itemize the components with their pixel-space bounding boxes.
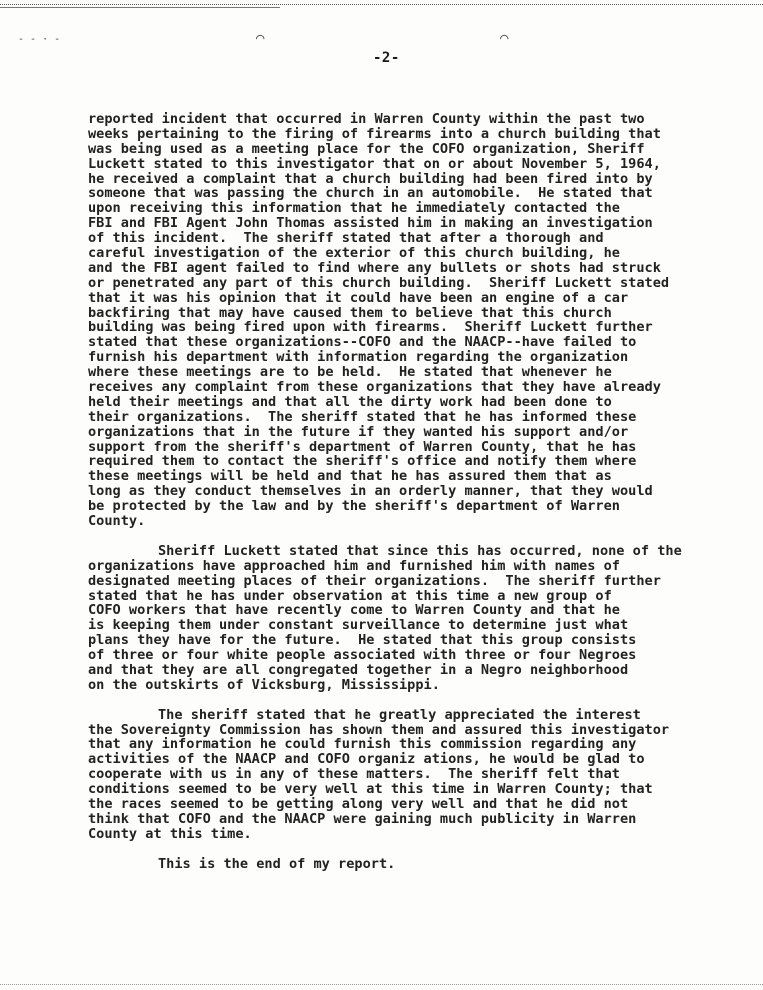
text-line: was being used as a meeting place for the COFO organization, Sheriff — [88, 140, 645, 157]
paragraph — [88, 544, 748, 693]
text-line: held their meetings and that all the dirty work had been done to — [88, 393, 612, 410]
text-line: be protected by the law and by the sheriff's department of Warren — [88, 498, 620, 515]
text-line: County. — [88, 513, 146, 530]
text-line: of three or four white people associated with three or four Negroes — [88, 647, 637, 664]
text-line: activities of the NAACP and COFO organiz ations, he would be glad to — [88, 751, 645, 768]
top-edge-rule — [0, 4, 763, 5]
text-line: upon receiving this information that he immediately contacted the — [88, 200, 620, 217]
paragraph-gap — [88, 842, 748, 857]
text-line: COFO workers that have recently come to Warren County and that he — [88, 602, 620, 619]
text-line: that any information he could furnish this commission regarding any — [88, 736, 637, 753]
text-line: and the FBI agent failed to find where any bullets or shots had struck — [88, 259, 661, 276]
text-line: The sheriff stated that he greatly appreciated the interest — [158, 706, 641, 723]
text-line: conditions seemed to be very well at this time in Warren County; that — [88, 781, 653, 798]
text-line: backfiring that may have caused them to believe that this church — [88, 304, 612, 321]
text-line: reported incident that occurred in Warren County within the past two — [88, 111, 645, 127]
text-line: organizations that in the future if they wanted his support and/or — [88, 423, 629, 440]
text-line: that it was his opinion that it could have been an engine of a car — [88, 289, 629, 306]
paragraph — [88, 112, 748, 529]
text-line: careful investigation of the exterior of this church building, he — [88, 245, 620, 262]
text-line: and that they are all congregated together in a Negro neighborhood — [88, 661, 629, 678]
text-line: he received a complaint that a church building had been fired into by — [88, 170, 653, 187]
text-line: plans they have for the future. He stated that this group consists — [88, 632, 637, 649]
text-line: receives any complaint from these organizations that they have already — [88, 379, 661, 396]
text-line: long as they conduct themselves in an orderly manner, that they would — [88, 483, 653, 500]
text-line: furnish his department with information regarding the organization — [88, 349, 629, 366]
paragraph — [88, 857, 748, 872]
page-number: -2- — [373, 50, 400, 66]
hole-punch-mark-left: ⌒ — [256, 30, 265, 46]
text-line: these meetings will be held and that he has assured them that as — [88, 468, 612, 485]
text-line: weeks pertaining to the firing of firearms into a church building that — [88, 125, 661, 142]
text-line: building was being fired upon with firearms. Sheriff Luckett further — [88, 319, 653, 336]
text-line: on the outskirts of Vicksburg, Mississippi. — [88, 676, 440, 693]
text-line: designated meeting places of their organizations. The sheriff further — [88, 572, 661, 589]
hole-punch-mark-right: ⌒ — [500, 30, 509, 46]
bottom-edge-rule — [0, 984, 763, 985]
text-line: Luckett stated to this investigator that on or about November 5, 1964, — [88, 155, 661, 172]
text-line: FBI and FBI Agent John Thomas assisted him in making an investigation — [88, 215, 653, 232]
margin-mark: - - · - — [18, 34, 61, 45]
text-line: is keeping them under constant surveillance to determine just what — [88, 617, 629, 634]
text-line: the races seemed to be getting along very well and that he did not — [88, 795, 629, 812]
text-line: their organizations. The sheriff stated that he has informed these — [88, 408, 637, 425]
text-line: or penetrated any part of this church building. Sheriff Luckett stated — [88, 274, 670, 291]
text-line: someone that was passing the church in an automobile. He stated that — [88, 185, 653, 202]
paragraph — [88, 708, 748, 842]
text-line: required them to contact the sheriff's office and notify them where — [88, 453, 637, 470]
report-body — [88, 112, 748, 871]
text-line: Sheriff Luckett stated that since this has occurred, none of the — [158, 542, 682, 559]
top-edge-line — [0, 7, 280, 8]
text-line: where these meetings are to be held. He stated that whenever he — [88, 364, 612, 381]
text-line: stated that these organizations--COFO and the NAACP--have failed to — [88, 334, 637, 351]
text-line: think that COFO and the NAACP were gaining much publicity in Warren — [88, 810, 637, 827]
paragraph-gap — [88, 529, 748, 544]
text-line: County at this time. — [88, 825, 252, 842]
text-line: of this incident. The sheriff stated that after a thorough and — [88, 230, 604, 247]
text-line: the Sovereignty Commission has shown them and assured this investigator — [88, 721, 670, 738]
paragraph-gap — [88, 693, 748, 708]
text-line: support from the sheriff's department of Warren County, that he has — [88, 438, 637, 455]
text-line: This is the end of my report. — [158, 855, 396, 872]
text-line: cooperate with us in any of these matters. The sheriff felt that — [88, 766, 620, 783]
text-line: stated that he has under observation at this time a new group of — [88, 587, 612, 604]
text-line: organizations have approached him and furnished him with names of — [88, 557, 620, 574]
